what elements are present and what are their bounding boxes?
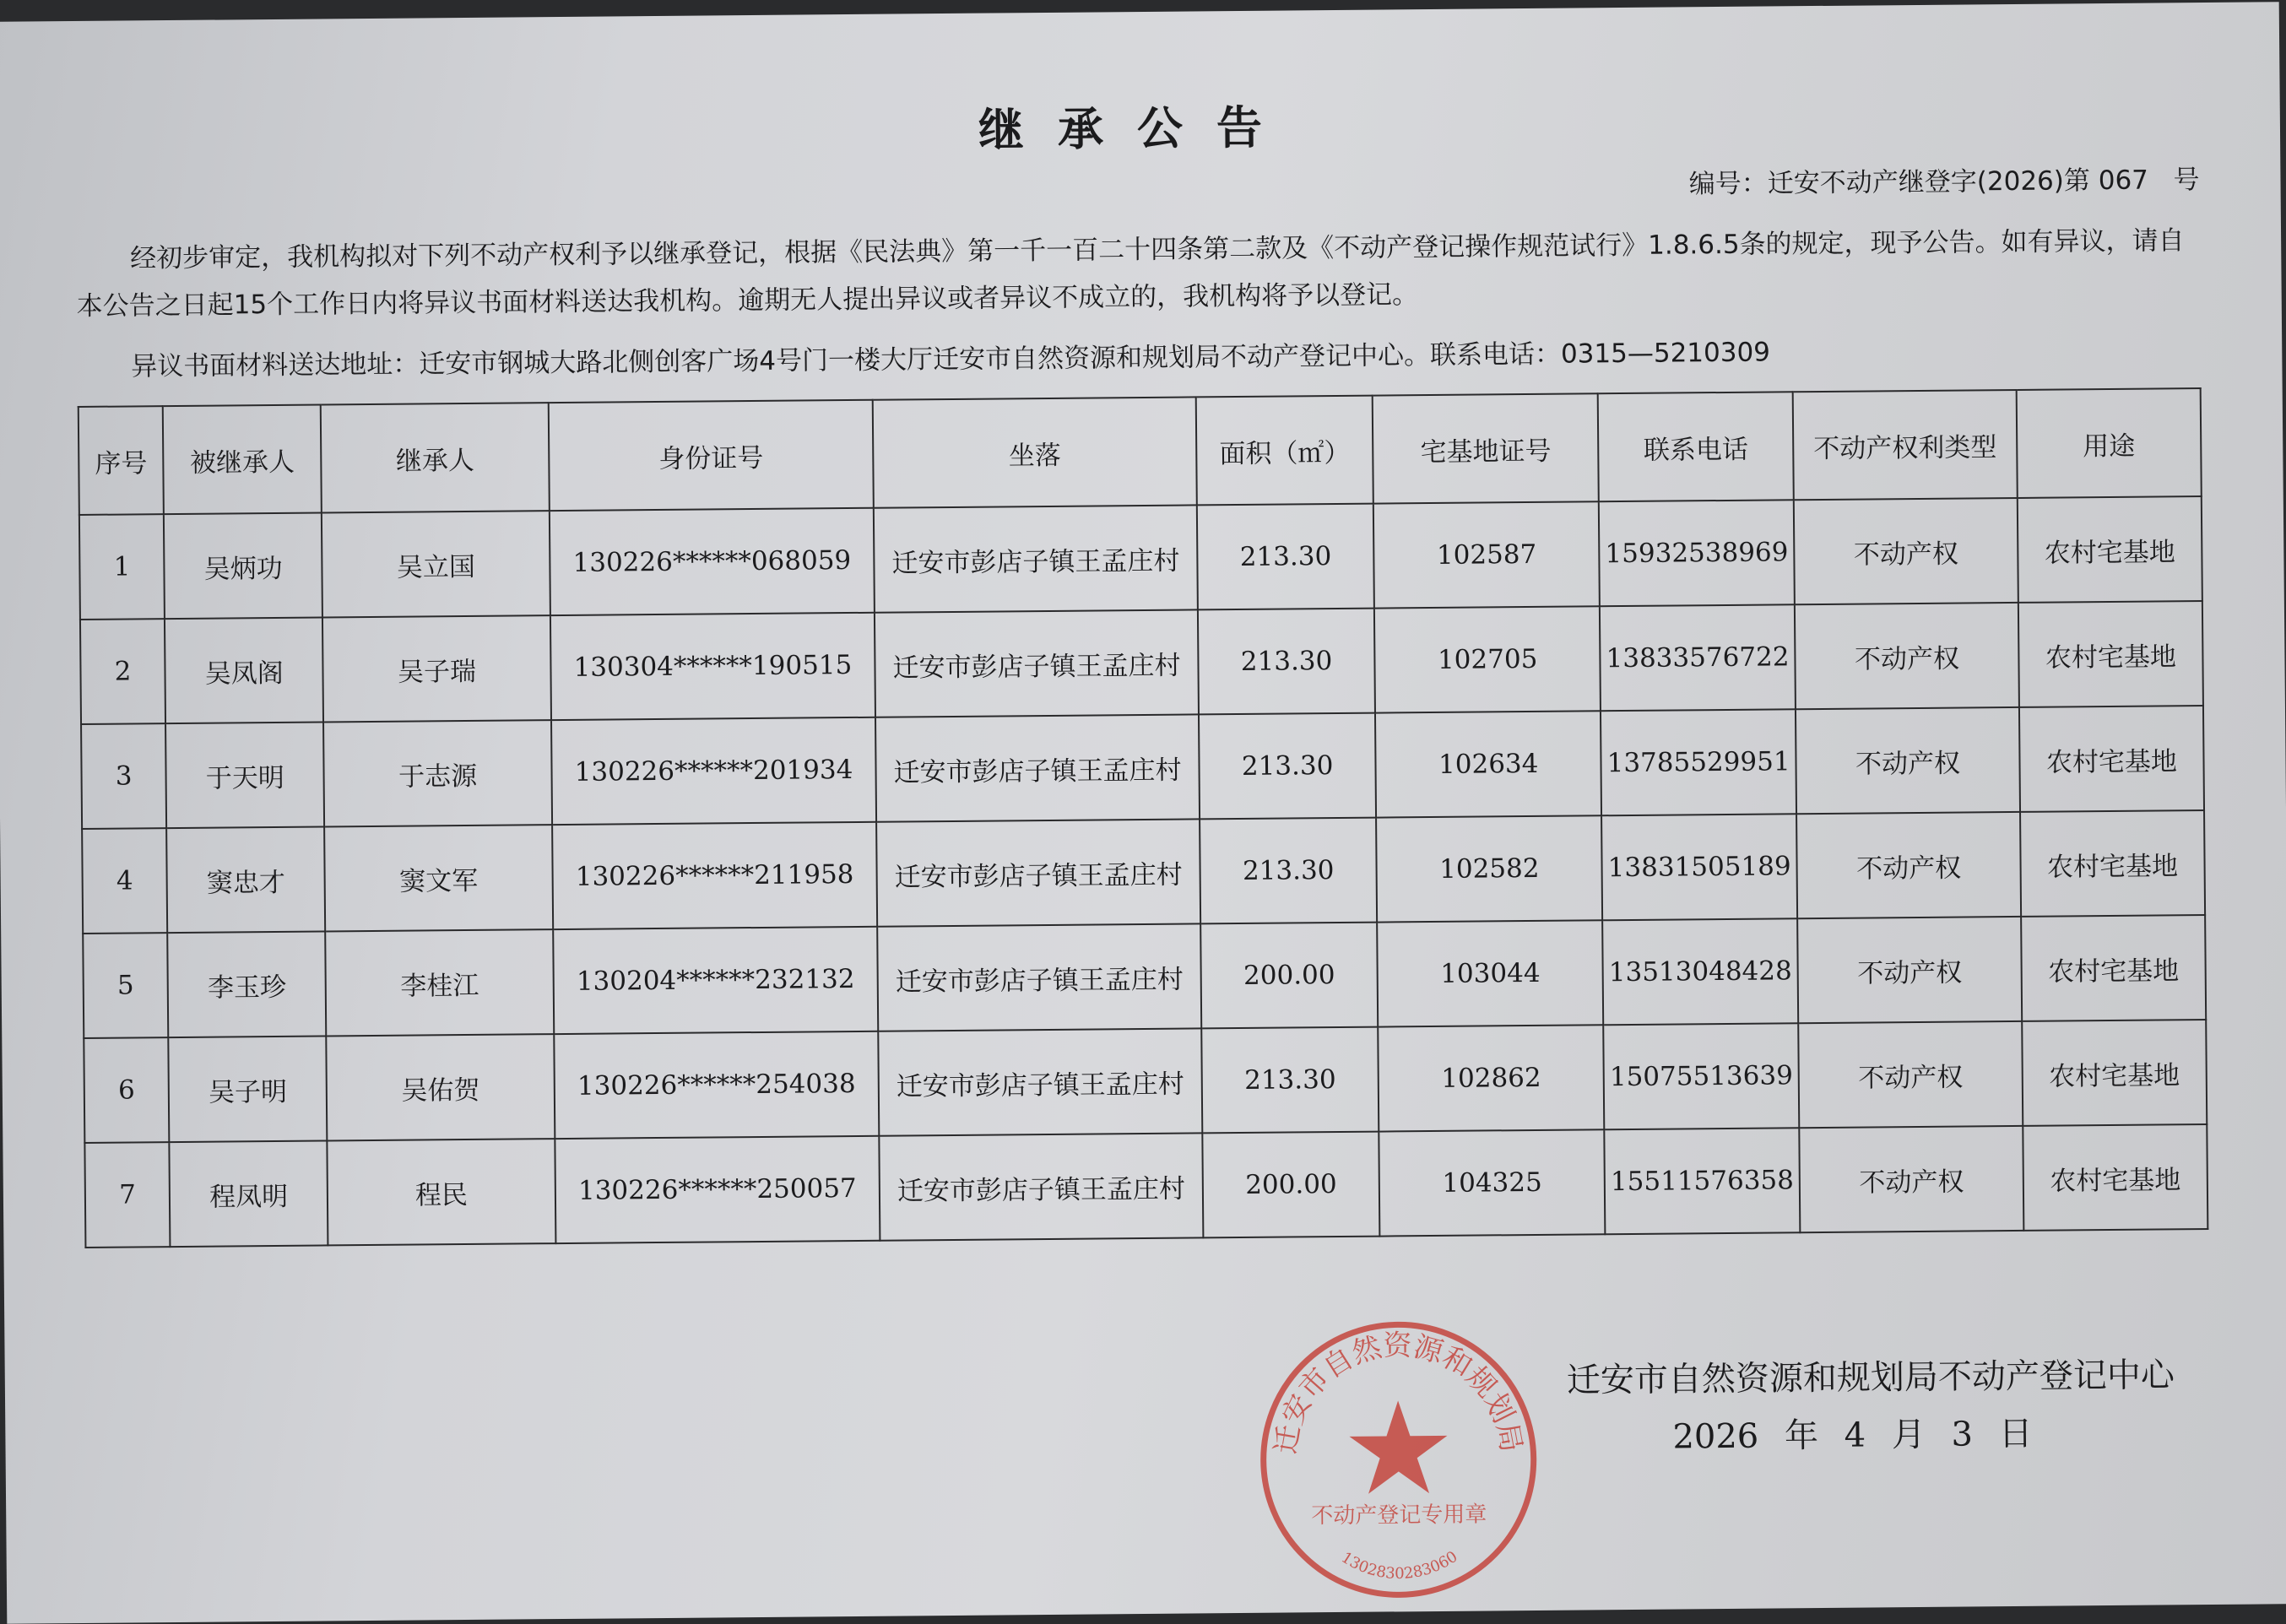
- table-cell: 102634: [1375, 711, 1601, 817]
- table-cell: 213.30: [1201, 1027, 1379, 1134]
- table-cell: 213.30: [1200, 818, 1378, 924]
- table-cell: 130226******211958: [552, 822, 878, 929]
- table-cell: 102862: [1379, 1025, 1605, 1131]
- table-cell: 13513048428: [1602, 918, 1798, 1025]
- table-row: [82, 810, 2205, 934]
- table-cell: 吴炳功: [164, 512, 322, 619]
- table-cell: 吴佑贺: [327, 1034, 555, 1140]
- table-cell: 104325: [1379, 1129, 1606, 1236]
- table-cell: 于天明: [165, 722, 324, 828]
- table-row: [83, 915, 2206, 1038]
- column-header: 联系电话: [1598, 392, 1794, 501]
- notice-paragraph: 经初步审定，我机构拟对下列不动产权利予以继承登记，根据《民法典》第一千一百二十四条第二款及《不动产登记操作规范试行》1.8.6.5条的规定，现予公告。如有异议，请自本公告之日起15个工作日内将异议书面材料送达我机构。逾期无人提出异议或者异议不成立的，我机构将予以登记。: [76, 225, 2185, 322]
- table-cell: 15932538969: [1599, 500, 1795, 606]
- doc-number-label: 编号：: [1688, 168, 1768, 200]
- table-cell: 李玉珍: [167, 931, 326, 1037]
- table-cell: 吴凤阁: [165, 617, 323, 723]
- table-row: [80, 601, 2203, 724]
- table-cell: 1: [79, 514, 165, 620]
- table-cell: 不动产权: [1796, 707, 2020, 814]
- table-cell: 不动产权: [1799, 1126, 2023, 1232]
- svg-text:1302830283060: 1302830283060: [1338, 1547, 1461, 1583]
- table-row: [79, 496, 2202, 620]
- table-cell: 13833576722: [1600, 604, 1796, 711]
- notice-document: [0, 2, 2286, 1624]
- table-cell: 迁安市彭店子镇王孟庄村: [877, 923, 1201, 1031]
- table-cell: 13785529951: [1601, 709, 1796, 815]
- table-cell: 3: [81, 723, 166, 829]
- issuing-organization: 迁安市自然资源和规划局不动产登记中心: [1566, 1356, 2175, 1400]
- table-cell: 15075513639: [1603, 1023, 1799, 1129]
- notice-body: [75, 90, 2209, 1248]
- table-cell: 程凤明: [170, 1140, 328, 1247]
- doc-number-value: 067: [2098, 165, 2149, 197]
- table-cell: 迁安市彭店子镇王孟庄村: [875, 609, 1199, 717]
- table-cell: 13831505189: [1601, 814, 1797, 920]
- issue-date: 2026 年 4 月 3 日: [1672, 1414, 2033, 1457]
- table-cell: 130226******254038: [554, 1031, 880, 1139]
- table-cell: 130204******232132: [553, 927, 879, 1034]
- table-cell: 农村宅基地: [2021, 915, 2206, 1021]
- table-cell: 213.30: [1197, 504, 1375, 610]
- table-cell: 吴子瑞: [322, 615, 551, 722]
- objection-address: 异议书面材料送达地址：迁安市钢城大路北侧创客广场4号门一楼大厅迁安市自然资源和规划局不动产登记中心。联系电话：0315—5210309: [131, 337, 1771, 382]
- column-header: 身份证号: [548, 400, 874, 511]
- table-cell: 农村宅基地: [2023, 1124, 2207, 1231]
- table-cell: 迁安市彭店子镇王孟庄村: [874, 505, 1198, 612]
- table-cell: 迁安市彭店子镇王孟庄村: [880, 1133, 1204, 1240]
- table-cell: 吴立国: [322, 511, 550, 617]
- table-cell: 农村宅基地: [2018, 601, 2203, 707]
- table-cell: 迁安市彭店子镇王孟庄村: [878, 1028, 1202, 1135]
- table-cell: 102582: [1376, 815, 1602, 922]
- table-cell: 窦忠才: [166, 826, 325, 933]
- table-cell: 200.00: [1200, 923, 1379, 1029]
- column-header: 坐落: [873, 397, 1197, 507]
- table-cell: 130304******190515: [550, 613, 876, 720]
- doc-number-text: 迁安不动产继登字(2026)第: [1767, 165, 2091, 199]
- table-cell: 窦文军: [324, 825, 553, 931]
- svg-text:不动产登记专用章: 不动产登记专用章: [1311, 1502, 1487, 1529]
- column-header: 继承人: [321, 403, 550, 512]
- official-seal: [1254, 1315, 1543, 1605]
- document-title: 继承公告: [978, 100, 1297, 157]
- table-cell: 不动产权: [1797, 917, 2022, 1023]
- table-row: [84, 1124, 2207, 1248]
- table-cell: 农村宅基地: [2018, 496, 2202, 603]
- table-cell: 4: [82, 828, 167, 934]
- column-header: 用途: [2017, 388, 2202, 498]
- table-cell: 迁安市彭店子镇王孟庄村: [875, 714, 1200, 821]
- table-cell: 102705: [1374, 606, 1601, 712]
- star-icon: [1349, 1400, 1448, 1494]
- table-cell: 103044: [1378, 920, 1604, 1026]
- column-header: 面积（㎡）: [1196, 396, 1374, 506]
- table-cell: 15511576358: [1604, 1128, 1800, 1234]
- table-cell: 农村宅基地: [2022, 1020, 2207, 1126]
- table-cell: 213.30: [1199, 713, 1377, 820]
- inheritance-table: [78, 387, 2209, 1248]
- column-header: 序号: [79, 406, 164, 515]
- table-cell: 130226******068059: [550, 508, 875, 615]
- table-cell: 不动产权: [1795, 603, 2019, 709]
- table-cell: 农村宅基地: [2019, 706, 2204, 812]
- doc-number-suffix: 号: [2173, 165, 2200, 196]
- table-header-row: [79, 388, 2202, 515]
- column-header: 被继承人: [163, 404, 322, 514]
- table-cell: 迁安市彭店子镇王孟庄村: [876, 819, 1200, 926]
- table-cell: 吴子明: [168, 1036, 327, 1142]
- document-number: [75, 161, 2199, 217]
- table-cell: 6: [84, 1037, 169, 1143]
- table-cell: 200.00: [1202, 1132, 1380, 1238]
- table-cell: 不动产权: [1798, 1021, 2023, 1128]
- table-cell: 农村宅基地: [2020, 810, 2205, 917]
- table-cell: 李桂江: [326, 929, 555, 1036]
- table-cell: 130226******250057: [555, 1136, 880, 1243]
- table-cell: 2: [80, 619, 165, 724]
- column-header: 宅基地证号: [1373, 393, 1599, 503]
- table-cell: 213.30: [1198, 609, 1376, 715]
- svg-text:迁安市自然资源和规划局: 迁安市自然资源和规划局: [1268, 1329, 1529, 1457]
- table-cell: 不动产权: [1794, 498, 2018, 604]
- table-cell: 7: [84, 1142, 170, 1248]
- table-cell: 130226******201934: [551, 717, 877, 825]
- table-row: [81, 706, 2204, 829]
- table-cell: 不动产权: [1796, 812, 2021, 918]
- table-cell: 102587: [1373, 501, 1600, 608]
- table-cell: 5: [83, 933, 168, 1038]
- table-cell: 于志源: [323, 720, 552, 826]
- table-cell: 程民: [328, 1139, 556, 1245]
- table-row: [84, 1020, 2207, 1143]
- column-header: 不动产权利类型: [1793, 390, 2018, 500]
